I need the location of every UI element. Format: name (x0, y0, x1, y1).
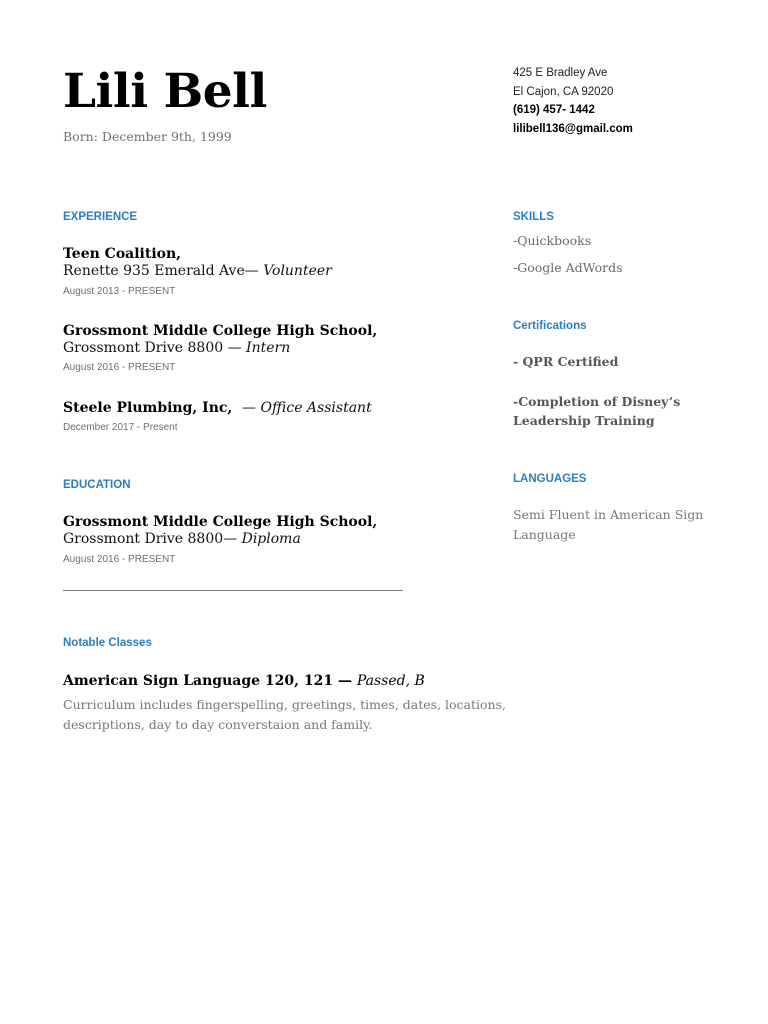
phone-number: (619) 457- 1442 (513, 104, 595, 116)
entry-role: Diploma (241, 531, 301, 547)
entry-role: Office Assistant (260, 400, 372, 416)
experience-heading: EXPERIENCE (63, 211, 138, 223)
entry-location: Renette 935 Emerald Ave— Volunteer (63, 263, 332, 279)
resume-name: Lili Bell (63, 64, 267, 119)
entry-title: Grossmont Middle College High School, (63, 323, 378, 339)
education-heading: EDUCATION (63, 479, 131, 491)
skill-item: -Google AdWords (513, 260, 623, 275)
entry-dates: August 2016 - PRESENT (63, 362, 176, 373)
entry-title: Teen Coalition, (63, 246, 182, 262)
certification-item: - QPR Certified (513, 354, 619, 369)
section-divider (63, 590, 403, 591)
contact-block (513, 64, 633, 138)
language-item (513, 505, 703, 545)
education-entry (63, 514, 377, 565)
notable-classes-heading: Notable Classes (63, 637, 152, 649)
experience-entry (63, 323, 377, 373)
address-line-1: 425 E Bradley Ave (513, 67, 608, 79)
language-line: Language (513, 527, 576, 542)
language-line: Semi Fluent in American Sign (513, 507, 704, 522)
entry-location: — (242, 400, 261, 416)
address-line-2: El Cajon, CA 92020 (513, 85, 614, 98)
entry-dates: August 2016 - PRESENT (63, 554, 176, 565)
experience-entry (63, 246, 332, 297)
entry-location: Grossmont Drive 8800— Diploma (63, 531, 301, 547)
certification-item (513, 392, 680, 430)
birth-date: Born: December 9th, 1999 (63, 129, 232, 144)
skill-item: -Quickbooks (513, 233, 592, 248)
entry-title: Steele Plumbing, Inc, (63, 400, 243, 416)
email-address: lilibell136@gmail.com (513, 122, 633, 135)
class-result: Passed, B (356, 673, 425, 689)
class-name: American Sign Language 120, 121 — (63, 673, 357, 689)
skills-heading: SKILLS (513, 211, 554, 223)
entry-title-line (63, 400, 372, 416)
entry-dates: August 2013 - PRESENT (63, 286, 176, 297)
entry-dates: December 2017 - Present (63, 422, 178, 433)
entry-location: Grossmont Drive 8800 — Intern (63, 340, 291, 356)
entry-role: Volunteer (263, 263, 332, 279)
certifications-heading: Certifications (513, 320, 587, 332)
languages-heading: LANGUAGES (513, 473, 587, 485)
entry-title: Grossmont Middle College High School, (63, 514, 378, 530)
class-description (63, 695, 506, 735)
description-line: Curriculum includes fingerspelling, greetings, times, dates, locations, (63, 697, 506, 712)
certification-line: Leadership Training (513, 413, 655, 428)
description-line: descriptions, day to day converstaion and family. (63, 717, 373, 732)
class-title-line (63, 673, 425, 689)
experience-entry (63, 400, 372, 433)
certification-line: -Completion of Disney’s (513, 394, 681, 409)
entry-role: Intern (246, 340, 291, 356)
